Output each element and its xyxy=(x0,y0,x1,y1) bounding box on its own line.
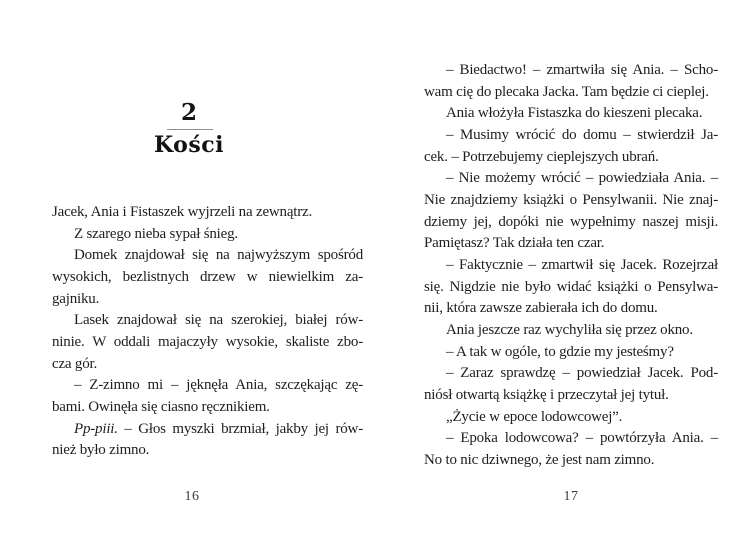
text-segment: się. Nigdzie nie było widać książki o Pensylwa- xyxy=(424,278,718,295)
text-line xyxy=(52,224,363,246)
text-line xyxy=(52,332,363,354)
text-segment: – Głos myszki brzmiał, jakby jej rów- xyxy=(117,420,363,437)
chapter-heading-rule xyxy=(167,129,213,130)
text-line xyxy=(52,419,363,441)
text-segment: Domek znajdował się na najwyższym spośród xyxy=(74,247,363,264)
chapter-number: 2 xyxy=(180,99,197,126)
right-page-text xyxy=(424,60,718,471)
text-segment: nii, która zawsze zabierała ich do domu. xyxy=(424,300,658,317)
text-line xyxy=(52,354,363,376)
text-line xyxy=(424,298,718,320)
text-segment: No to nic dziwnego, że jest nam zimno. xyxy=(424,451,655,468)
text-segment: – Musimy wrócić do domu – stwierdził Ja- xyxy=(446,126,718,143)
text-line xyxy=(52,289,363,311)
text-segment: wysokich, bezlistnych drzew w niewielkim za- xyxy=(52,268,363,285)
text-line xyxy=(424,82,718,104)
text-line xyxy=(424,233,718,255)
text-segment: Jacek, Ania i Fistaszek wyjrzeli na zewnątrz. xyxy=(52,204,313,220)
text-segment: dziemy jej, dopóki nie wypełnimy naszej misji. xyxy=(424,213,718,230)
text-segment: – Faktycznie – zmartwił się Jacek. Rozejrzał xyxy=(446,256,718,273)
text-line xyxy=(424,147,718,169)
text-segment: – Epoka lodowcowa? – powtórzyła Ania. – xyxy=(446,430,718,447)
text-segment: nież było zimno. xyxy=(52,442,150,459)
text-line xyxy=(424,168,718,190)
text-segment: cek. – Potrzebujemy cieplejszych ubrań. xyxy=(424,148,659,165)
text-segment: Lasek znajdował się na szerokiej, białej rów- xyxy=(74,312,363,329)
text-line xyxy=(424,342,718,364)
text-line xyxy=(424,190,718,212)
text-line xyxy=(424,277,718,299)
text-line xyxy=(52,245,363,267)
text-line xyxy=(52,202,363,224)
text-line xyxy=(424,450,718,472)
text-segment: niósł otwartą książkę i przeczytał jej tytuł. xyxy=(424,386,669,403)
text-line xyxy=(52,310,363,332)
text-segment: – Nie możemy wrócić – powiedziała Ania. – xyxy=(446,170,718,187)
text-segment: „Życie w epoce lodowcowej”. xyxy=(446,408,623,425)
text-line xyxy=(424,103,718,125)
text-segment: wam cię do plecaka Jacka. Tam będzie ci cieplej. xyxy=(424,83,709,100)
page-number-left: 16 xyxy=(184,489,200,504)
text-segment: Z szarego nieba sypał śnieg. xyxy=(74,225,238,242)
text-segment: Ania włożyła Fistaszka do kieszeni plecaka. xyxy=(446,105,703,122)
text-line xyxy=(424,212,718,234)
text-line xyxy=(424,320,718,342)
text-line xyxy=(424,60,718,82)
text-segment: ninie. W oddali majaczyły wysokie, skaliste zbo- xyxy=(52,333,363,350)
text-segment: Nie znajdziemy książki o Pensylwanii. Nie znaj- xyxy=(424,191,718,208)
chapter-title: Kości xyxy=(154,132,224,158)
italic-text-segment: Pp-piii. xyxy=(74,420,118,437)
text-line xyxy=(52,397,363,419)
text-line xyxy=(52,267,363,289)
left-page-text xyxy=(52,202,363,462)
text-segment: – Zaraz sprawdzę – powiedział Jacek. Pod- xyxy=(446,365,718,382)
text-line xyxy=(424,407,718,429)
text-line xyxy=(424,255,718,277)
text-line xyxy=(424,363,718,385)
text-segment: – Z-zimno mi – jęknęła Ania, szczękając zę- xyxy=(74,377,363,394)
text-line xyxy=(424,428,718,450)
text-segment: bami. Owinęła się ciasno ręcznikiem. xyxy=(52,398,270,415)
text-line xyxy=(52,375,363,397)
page-number-right: 17 xyxy=(563,489,579,504)
text-segment: cza gór. xyxy=(52,355,98,372)
text-segment: Pamiętasz? Tak działa ten czar. xyxy=(424,235,605,252)
text-line xyxy=(424,125,718,147)
text-segment: – Biedactwo! – zmartwiła się Ania. – Scho- xyxy=(446,62,718,78)
text-segment: gajniku. xyxy=(52,290,100,307)
text-line xyxy=(424,385,718,407)
text-segment: Ania jeszcze raz wychyliła się przez okno. xyxy=(446,321,693,338)
text-segment: – A tak w ogóle, to gdzie my jesteśmy? xyxy=(446,343,674,360)
text-line xyxy=(52,440,363,462)
